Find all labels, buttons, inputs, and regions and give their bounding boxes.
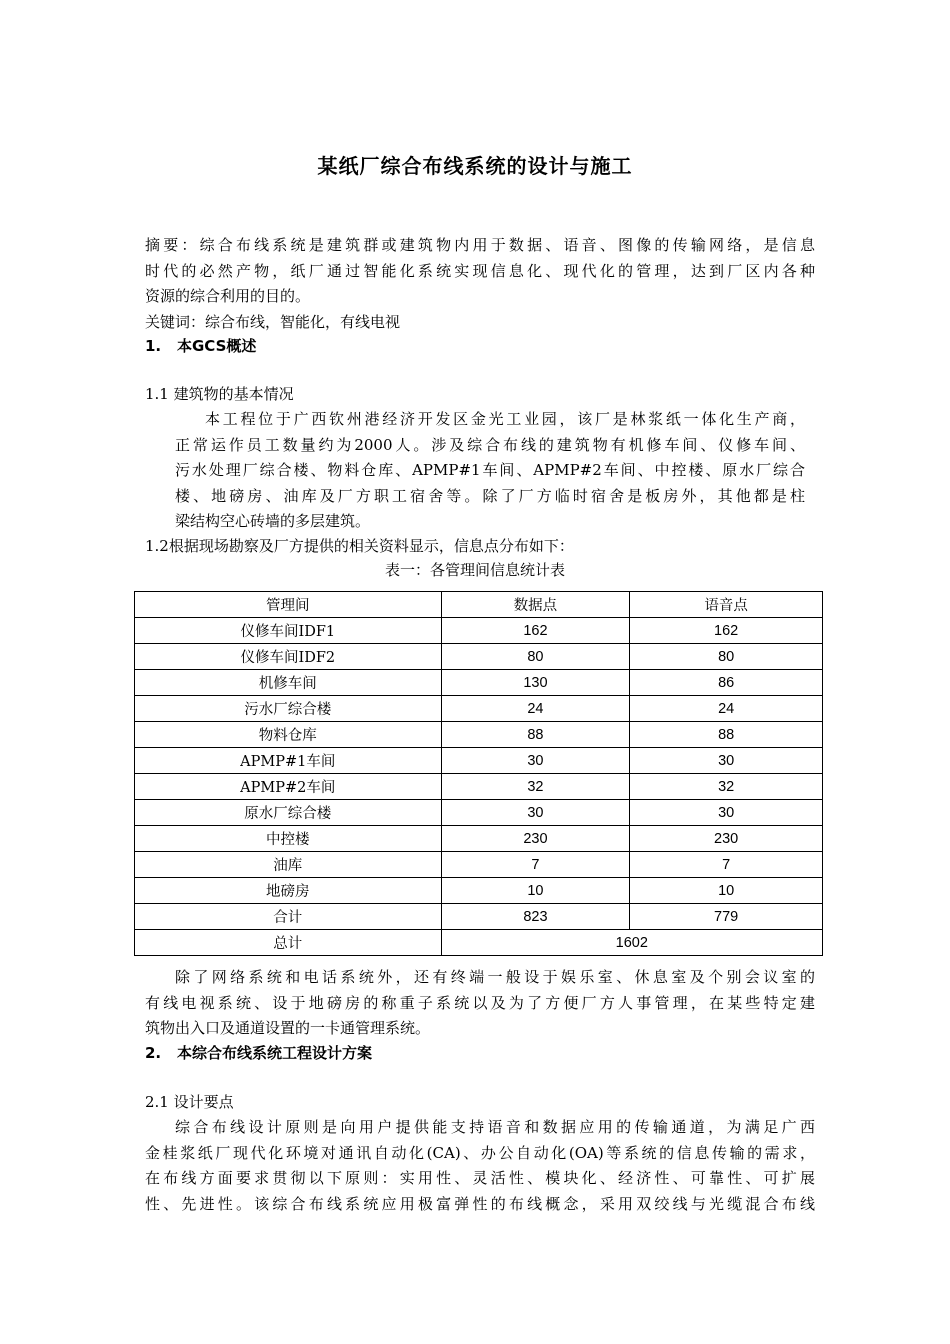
voice-points-cell: 10: [630, 878, 823, 904]
data-points-cell: 88: [441, 722, 630, 748]
room-cell: 地磅房: [135, 878, 442, 904]
data-points-cell: 7: [441, 852, 630, 878]
table-row: [135, 670, 823, 696]
data-points-cell: 162: [441, 618, 630, 644]
abstract-line: 资源的综合利用的目的。: [145, 287, 311, 305]
paragraph-line: 正常运作员工数量约为2000人。涉及综合布线的建筑物有机修车间、仪修车间、: [175, 435, 805, 454]
paragraph-other-systems: [145, 965, 815, 1042]
voice-points-cell: 88: [630, 722, 823, 748]
room-cell: 物料仓库: [135, 722, 442, 748]
header-cell: 语音点: [630, 592, 823, 618]
data-points-cell: 24: [441, 696, 630, 722]
section-2-heading: [145, 1041, 815, 1067]
table-row: [135, 800, 823, 826]
paragraph-line: 污水处理厂综合楼、物料仓库、APMP#1车间、APMP#2车间、中控楼、原水厂综合: [175, 461, 805, 479]
paragraph-line: 楼、地磅房、油库及厂方职工宿舍等。除了厂方临时宿舍是板房外，其他都是柱: [175, 486, 805, 505]
section-title: 本GCS概述: [177, 337, 257, 355]
abstract-line: 时代的必然产物，纸厂通过智能化系统实现信息化、现代化的管理，达到厂区内各种: [145, 261, 815, 280]
voice-points-cell: 30: [630, 800, 823, 826]
table-row: [135, 644, 823, 670]
paragraph-line: 梁结构空心砖墙的多层建筑。: [175, 512, 371, 530]
table-row: [135, 722, 823, 748]
room-cell: 机修车间: [135, 670, 442, 696]
table-row: [135, 696, 823, 722]
document-title: 某纸厂综合布线系统的设计与施工: [317, 154, 633, 178]
section-1-2-heading: 1.2根据现场勘察及厂方提供的相关资料显示，信息点分布如下：: [145, 537, 574, 555]
table-header-row: [135, 592, 823, 618]
voice-points-cell: 24: [630, 696, 823, 722]
table-row: [135, 878, 823, 904]
section-title: 本综合布线系统工程设计方案: [177, 1044, 373, 1062]
total-value-cell: 1602: [441, 930, 822, 956]
room-cell: 合计: [135, 904, 442, 930]
info-point-table: [134, 591, 823, 956]
data-points-cell: 823: [441, 904, 630, 930]
voice-points-cell: 230: [630, 826, 823, 852]
data-points-cell: 10: [441, 878, 630, 904]
room-cell: APMP#1车间: [135, 748, 442, 774]
table-row: [135, 852, 823, 878]
section-1-heading: [145, 334, 815, 360]
room-cell: 原水厂综合楼: [135, 800, 442, 826]
section-2-1-heading: 2.1 设计要点: [145, 1093, 234, 1111]
data-points-cell: 32: [441, 774, 630, 800]
data-points-cell: 80: [441, 644, 630, 670]
paragraph-line: 除了网络系统和电话系统外，还有终端一般设于娱乐室、休息室及个别会议室的: [175, 968, 815, 986]
abstract: [145, 233, 815, 335]
table-row: [135, 826, 823, 852]
keywords: 关键词：综合布线，智能化，有线电视: [145, 312, 401, 331]
paragraph-line: 金桂浆纸厂现代化环境对通讯自动化(CA)、办公自动化(OA)等系统的信息传输的需求，: [145, 1143, 815, 1162]
table-subtotal-row: [135, 904, 823, 930]
voice-points-cell: 32: [630, 774, 823, 800]
paragraph-line: 本工程位于广西钦州港经济开发区金光工业园，该厂是林浆纸一体化生产商，: [205, 410, 805, 428]
voice-points-cell: 7: [630, 852, 823, 878]
paragraph-line: 在布线方面要求贯彻以下原则：实用性、灵活性、模块化、经济性、可靠性、可扩展: [145, 1169, 815, 1187]
header-cell: 管理间: [135, 592, 442, 618]
voice-points-cell: 162: [630, 618, 823, 644]
paragraph-line: 性、先进性。该综合布线系统应用极富弹性的布线概念，采用双绞线与光缆混合布线: [145, 1194, 815, 1213]
abstract-line: 摘要：综合布线系统是建筑群或建筑物内用于数据、语音、图像的传输网络，是信息: [145, 236, 815, 254]
total-label-cell: 总计: [135, 930, 442, 956]
voice-points-cell: 86: [630, 670, 823, 696]
section-1-1-heading: 1.1 建筑物的基本情况: [145, 385, 294, 403]
room-cell: 中控楼: [135, 826, 442, 852]
room-cell: 仪修车间IDF2: [135, 644, 442, 670]
room-cell: 油库: [135, 852, 442, 878]
room-cell: APMP#2车间: [135, 774, 442, 800]
voice-points-cell: 80: [630, 644, 823, 670]
paragraph-line: 综合布线设计原则是向用户提供能支持语音和数据应用的传输通道，为满足广西: [175, 1118, 815, 1136]
data-points-cell: 230: [441, 826, 630, 852]
table-total-row: [135, 930, 823, 956]
paragraph-building-info: [175, 407, 805, 535]
paragraph-line: 筑物出入口及通道设置的一卡通管理系统。: [145, 1019, 431, 1037]
room-cell: 污水厂综合楼: [135, 696, 442, 722]
table-row: [135, 748, 823, 774]
table-row: [135, 774, 823, 800]
voice-points-cell: 779: [630, 904, 823, 930]
section-number: 1.: [145, 337, 162, 355]
data-points-cell: 30: [441, 800, 630, 826]
section-number: 2.: [145, 1044, 162, 1062]
data-points-cell: 130: [441, 670, 630, 696]
room-cell: 仪修车间IDF1: [135, 618, 442, 644]
voice-points-cell: 30: [630, 748, 823, 774]
paragraph-design-principles: [145, 1115, 815, 1217]
table-caption: 表一：各管理间信息统计表: [384, 561, 565, 579]
header-cell: 数据点: [441, 592, 630, 618]
paragraph-line: 有线电视系统、设于地磅房的称重子系统以及为了方便厂方人事管理，在某些特定建: [145, 993, 815, 1012]
data-points-cell: 30: [441, 748, 630, 774]
table-row: [135, 618, 823, 644]
